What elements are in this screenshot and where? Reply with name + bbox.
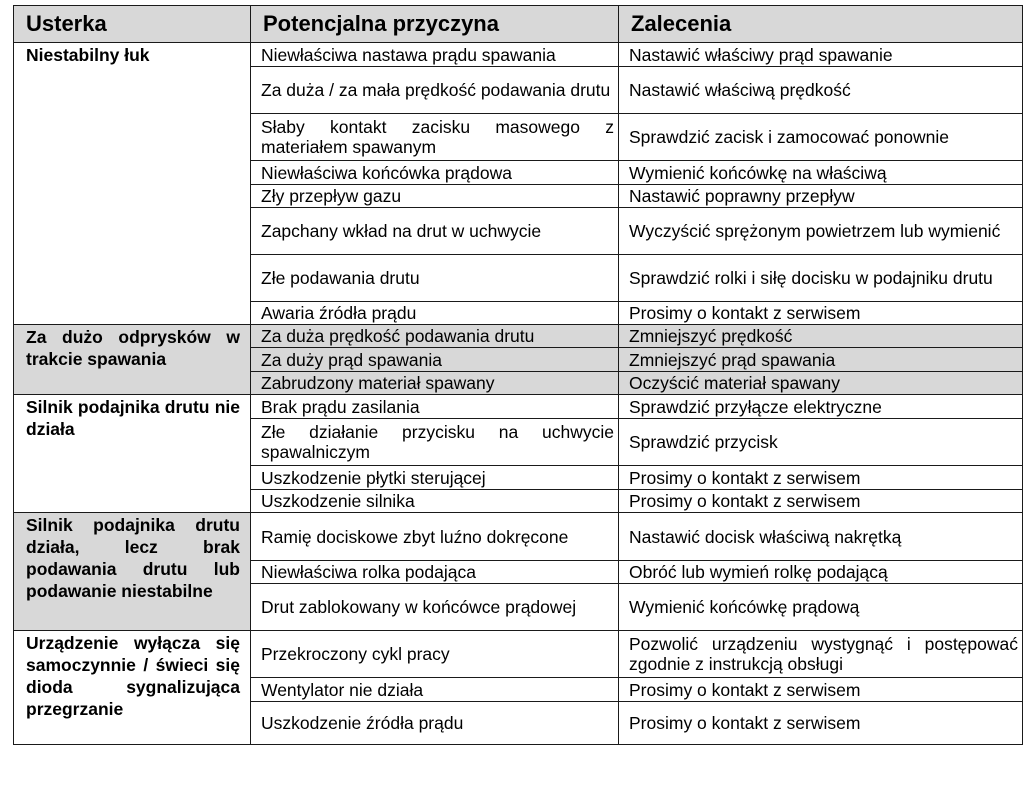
remedy-cell: Zmniejszyć prędkość (619, 325, 1023, 348)
remedy-cell: Obróć lub wymień rolkę podającą (619, 561, 1023, 584)
cause-cell: Złe podawania drutu (251, 255, 619, 302)
remedy-cell: Nastawić poprawny przepływ (619, 185, 1023, 208)
cause-cell: Zapchany wkład na drut w uchwycie (251, 208, 619, 255)
cause-cell: Złe działanie przycisku na uchwycie spawalniczym (251, 419, 619, 466)
remedy-cell: Oczyścić materiał spawany (619, 372, 1023, 395)
cause-cell: Uszkodzenie silnika (251, 490, 619, 513)
cause-cell: Słaby kontakt zacisku masowego z materiałem spawanym (251, 114, 619, 161)
remedy-cell: Wyczyścić sprężonym powietrzem lub wymienić (619, 208, 1023, 255)
header-remedy: Zalecenia (619, 6, 1023, 43)
cause-cell: Brak prądu zasilania (251, 395, 619, 419)
remedy-cell: Pozwolić urządzeniu wystygnąć i postępować zgodnie z instrukcją obsługi (619, 631, 1023, 678)
cause-cell: Uszkodzenie źródła prądu (251, 702, 619, 745)
cause-cell: Niewłaściwa końcówka prądowa (251, 161, 619, 185)
remedy-cell: Prosimy o kontakt z serwisem (619, 702, 1023, 745)
header-cause: Potencjalna przyczyna (251, 6, 619, 43)
remedy-cell: Prosimy o kontakt z serwisem (619, 466, 1023, 490)
cause-cell: Ramię dociskowe zbyt luźno dokręcone (251, 513, 619, 561)
header-fault: Usterka (14, 6, 251, 43)
remedy-cell: Wymienić końcówkę na właściwą (619, 161, 1023, 185)
remedy-cell: Prosimy o kontakt z serwisem (619, 302, 1023, 325)
cause-cell: Przekroczony cykl pracy (251, 631, 619, 678)
table-row (14, 395, 1023, 419)
remedy-cell: Nastawić właściwą prędkość (619, 67, 1023, 114)
remedy-cell: Sprawdzić zacisk i zamocować ponownie (619, 114, 1023, 161)
cause-cell: Awaria źródła prądu (251, 302, 619, 325)
fault-cell: Niestabilny łuk (14, 43, 251, 325)
table-row (14, 513, 1023, 561)
cause-cell: Zabrudzony materiał spawany (251, 372, 619, 395)
table-row (14, 325, 1023, 348)
fault-cell: Silnik podajnika drutu działa, lecz brak podawania drutu lub podawanie niestabilne (14, 513, 251, 631)
cause-cell: Za duży prąd spawania (251, 348, 619, 372)
remedy-cell: Prosimy o kontakt z serwisem (619, 678, 1023, 702)
fault-cell: Za dużo odprysków w trakcie spawania (14, 325, 251, 395)
cause-cell: Uszkodzenie płytki sterującej (251, 466, 619, 490)
cause-cell: Za duża / za mała prędkość podawania drutu (251, 67, 619, 114)
troubleshooting-table (13, 5, 1023, 745)
cause-cell: Drut zablokowany w końcówce prądowej (251, 584, 619, 631)
table-row (14, 43, 1023, 67)
remedy-cell: Sprawdzić rolki i siłę docisku w podajniku drutu (619, 255, 1023, 302)
table-row (14, 631, 1023, 678)
remedy-cell: Nastawić właściwy prąd spawanie (619, 43, 1023, 67)
cause-cell: Wentylator nie działa (251, 678, 619, 702)
fault-cell: Urządzenie wyłącza się samoczynnie / świeci się dioda sygnalizująca przegrzanie (14, 631, 251, 745)
cause-cell: Niewłaściwa nastawa prądu spawania (251, 43, 619, 67)
cause-cell: Niewłaściwa rolka podająca (251, 561, 619, 584)
remedy-cell: Zmniejszyć prąd spawania (619, 348, 1023, 372)
remedy-cell: Wymienić końcówkę prądową (619, 584, 1023, 631)
fault-cell: Silnik podajnika drutu nie działa (14, 395, 251, 513)
remedy-cell: Prosimy o kontakt z serwisem (619, 490, 1023, 513)
remedy-cell: Sprawdzić przyłącze elektryczne (619, 395, 1023, 419)
header-row (14, 6, 1023, 43)
remedy-cell: Nastawić docisk właściwą nakrętką (619, 513, 1023, 561)
remedy-cell: Sprawdzić przycisk (619, 419, 1023, 466)
cause-cell: Zły przepływ gazu (251, 185, 619, 208)
cause-cell: Za duża prędkość podawania drutu (251, 325, 619, 348)
